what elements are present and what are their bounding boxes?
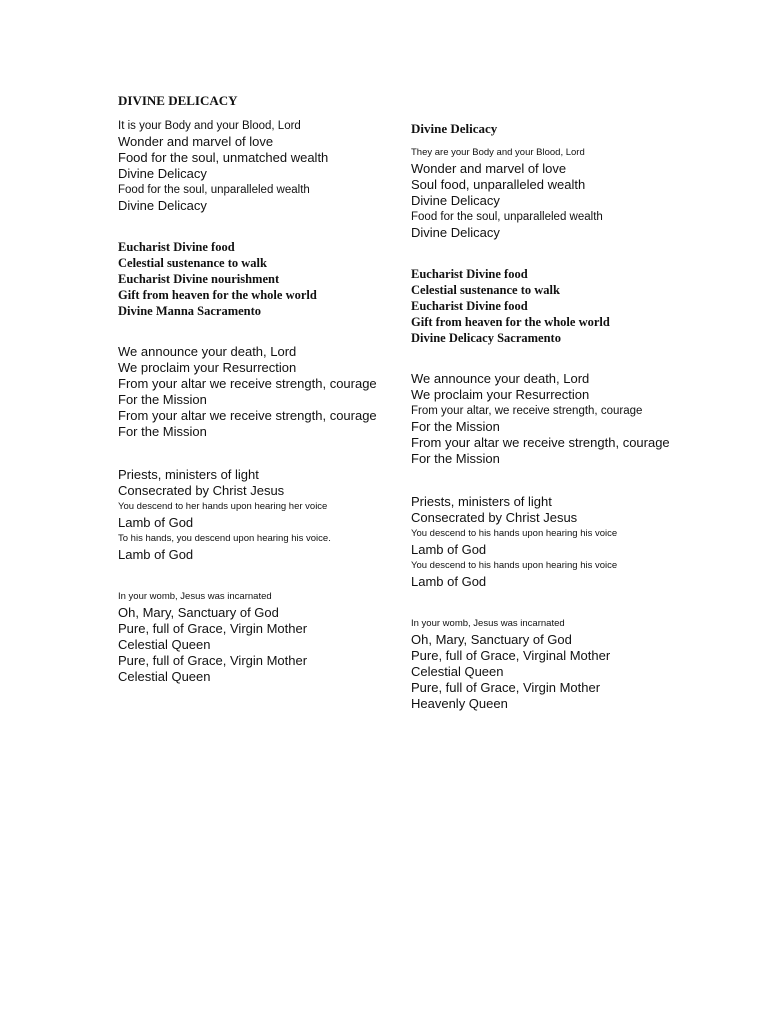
lyric-line: Consecrated by Christ Jesus	[411, 510, 578, 525]
left-stanza-3	[118, 344, 377, 440]
right-stanza-3	[411, 371, 670, 467]
lyric-line: To his hands, you descend upon hearing his voice.	[118, 533, 331, 544]
right-stanza-5	[411, 616, 610, 712]
left-stanza-4	[118, 467, 331, 563]
lyric-line: Eucharist Divine food	[411, 267, 528, 281]
lyric-line: Lamb of God	[118, 547, 194, 562]
lyric-line: Celestial Queen	[118, 669, 211, 684]
lyric-line: Wonder and marvel of love	[411, 161, 567, 176]
lyric-line: Pure, full of Grace, Virgin Mother	[411, 680, 601, 695]
lyric-line: For the Mission	[411, 419, 500, 434]
left-title: DIVINE DELICACY	[118, 93, 238, 108]
right-title: Divine Delicacy	[411, 121, 498, 136]
lyric-line: Eucharist Divine food	[118, 240, 235, 254]
lyric-line: We proclaim your Resurrection	[118, 360, 297, 375]
lyric-line: They are your Body and your Blood, Lord	[411, 147, 585, 158]
lyric-line: Oh, Mary, Sanctuary of God	[118, 605, 279, 620]
lyric-line: You descend to her hands upon hearing her voice	[118, 501, 328, 512]
lyric-line: Divine Delicacy	[118, 198, 207, 213]
lyric-line: Celestial Queen	[118, 637, 211, 652]
lyric-line: Divine Manna Sacramento	[118, 304, 262, 318]
lyric-line: We announce your death, Lord	[411, 371, 590, 386]
lyric-line: Wonder and marvel of love	[118, 134, 274, 149]
lyric-line: From your altar we receive strength, courage	[118, 376, 377, 391]
lyric-line: Celestial Queen	[411, 664, 504, 679]
lyric-line: It is your Body and your Blood, Lord	[118, 120, 301, 132]
lyric-line: Pure, full of Grace, Virgin Mother	[118, 653, 308, 668]
lyric-line: Priests, ministers of light	[411, 494, 552, 509]
right-stanza-4	[411, 494, 617, 590]
lyric-line: Food for the soul, unmatched wealth	[118, 150, 329, 165]
lyric-line: Lamb of God	[118, 515, 194, 530]
right-stanza-2	[411, 266, 610, 346]
lyric-line: We proclaim your Resurrection	[411, 387, 590, 402]
lyric-line: Eucharist Divine food	[411, 299, 528, 313]
lyric-line: Pure, full of Grace, Virgin Mother	[118, 621, 308, 636]
lyric-line: You descend to his hands upon hearing his voice	[411, 560, 618, 571]
lyric-line: Pure, full of Grace, Virginal Mother	[411, 648, 611, 663]
lyric-line: In your womb, Jesus was incarnated	[411, 618, 565, 629]
lyric-line: We announce your death, Lord	[118, 344, 297, 359]
lyric-line: Food for the soul, unparalleled wealth	[411, 211, 603, 223]
lyric-line: Gift from heaven for the whole world	[118, 288, 317, 302]
lyric-line: You descend to his hands upon hearing his voice	[411, 528, 618, 539]
lyric-line: Food for the soul, unparalleled wealth	[118, 184, 310, 196]
lyric-line: Gift from heaven for the whole world	[411, 315, 610, 329]
lyric-line: Priests, ministers of light	[118, 467, 259, 482]
lyric-line: Eucharist Divine nourishment	[118, 272, 280, 286]
lyric-line: For the Mission	[118, 392, 207, 407]
lyric-line: Divine Delicacy	[411, 193, 500, 208]
lyric-line: From your altar, we receive strength, courage	[411, 405, 643, 417]
lyric-line: Oh, Mary, Sanctuary of God	[411, 632, 572, 647]
lyric-line: Celestial sustenance to walk	[411, 283, 560, 297]
lyric-line: Soul food, unparalleled wealth	[411, 177, 586, 192]
lyric-line: In your womb, Jesus was incarnated	[118, 591, 272, 602]
lyric-line: Heavenly Queen	[411, 696, 508, 711]
lyric-line: Lamb of God	[411, 574, 487, 589]
lyric-line: Consecrated by Christ Jesus	[118, 483, 285, 498]
lyric-line: For the Mission	[411, 451, 500, 466]
left-stanza-1	[118, 118, 328, 214]
lyric-line: Divine Delicacy Sacramento	[411, 331, 561, 345]
left-stanza-5	[118, 589, 307, 685]
left-stanza-2	[118, 239, 317, 319]
lyric-line: From your altar we receive strength, courage	[411, 435, 670, 450]
lyric-line: Celestial sustenance to walk	[118, 256, 267, 270]
lyric-line: Lamb of God	[411, 542, 487, 557]
lyric-line: Divine Delicacy	[118, 166, 207, 181]
lyric-line: From your altar we receive strength, courage	[118, 408, 377, 423]
lyric-line: For the Mission	[118, 424, 207, 439]
lyric-line: Divine Delicacy	[411, 225, 500, 240]
right-stanza-1	[411, 145, 603, 241]
